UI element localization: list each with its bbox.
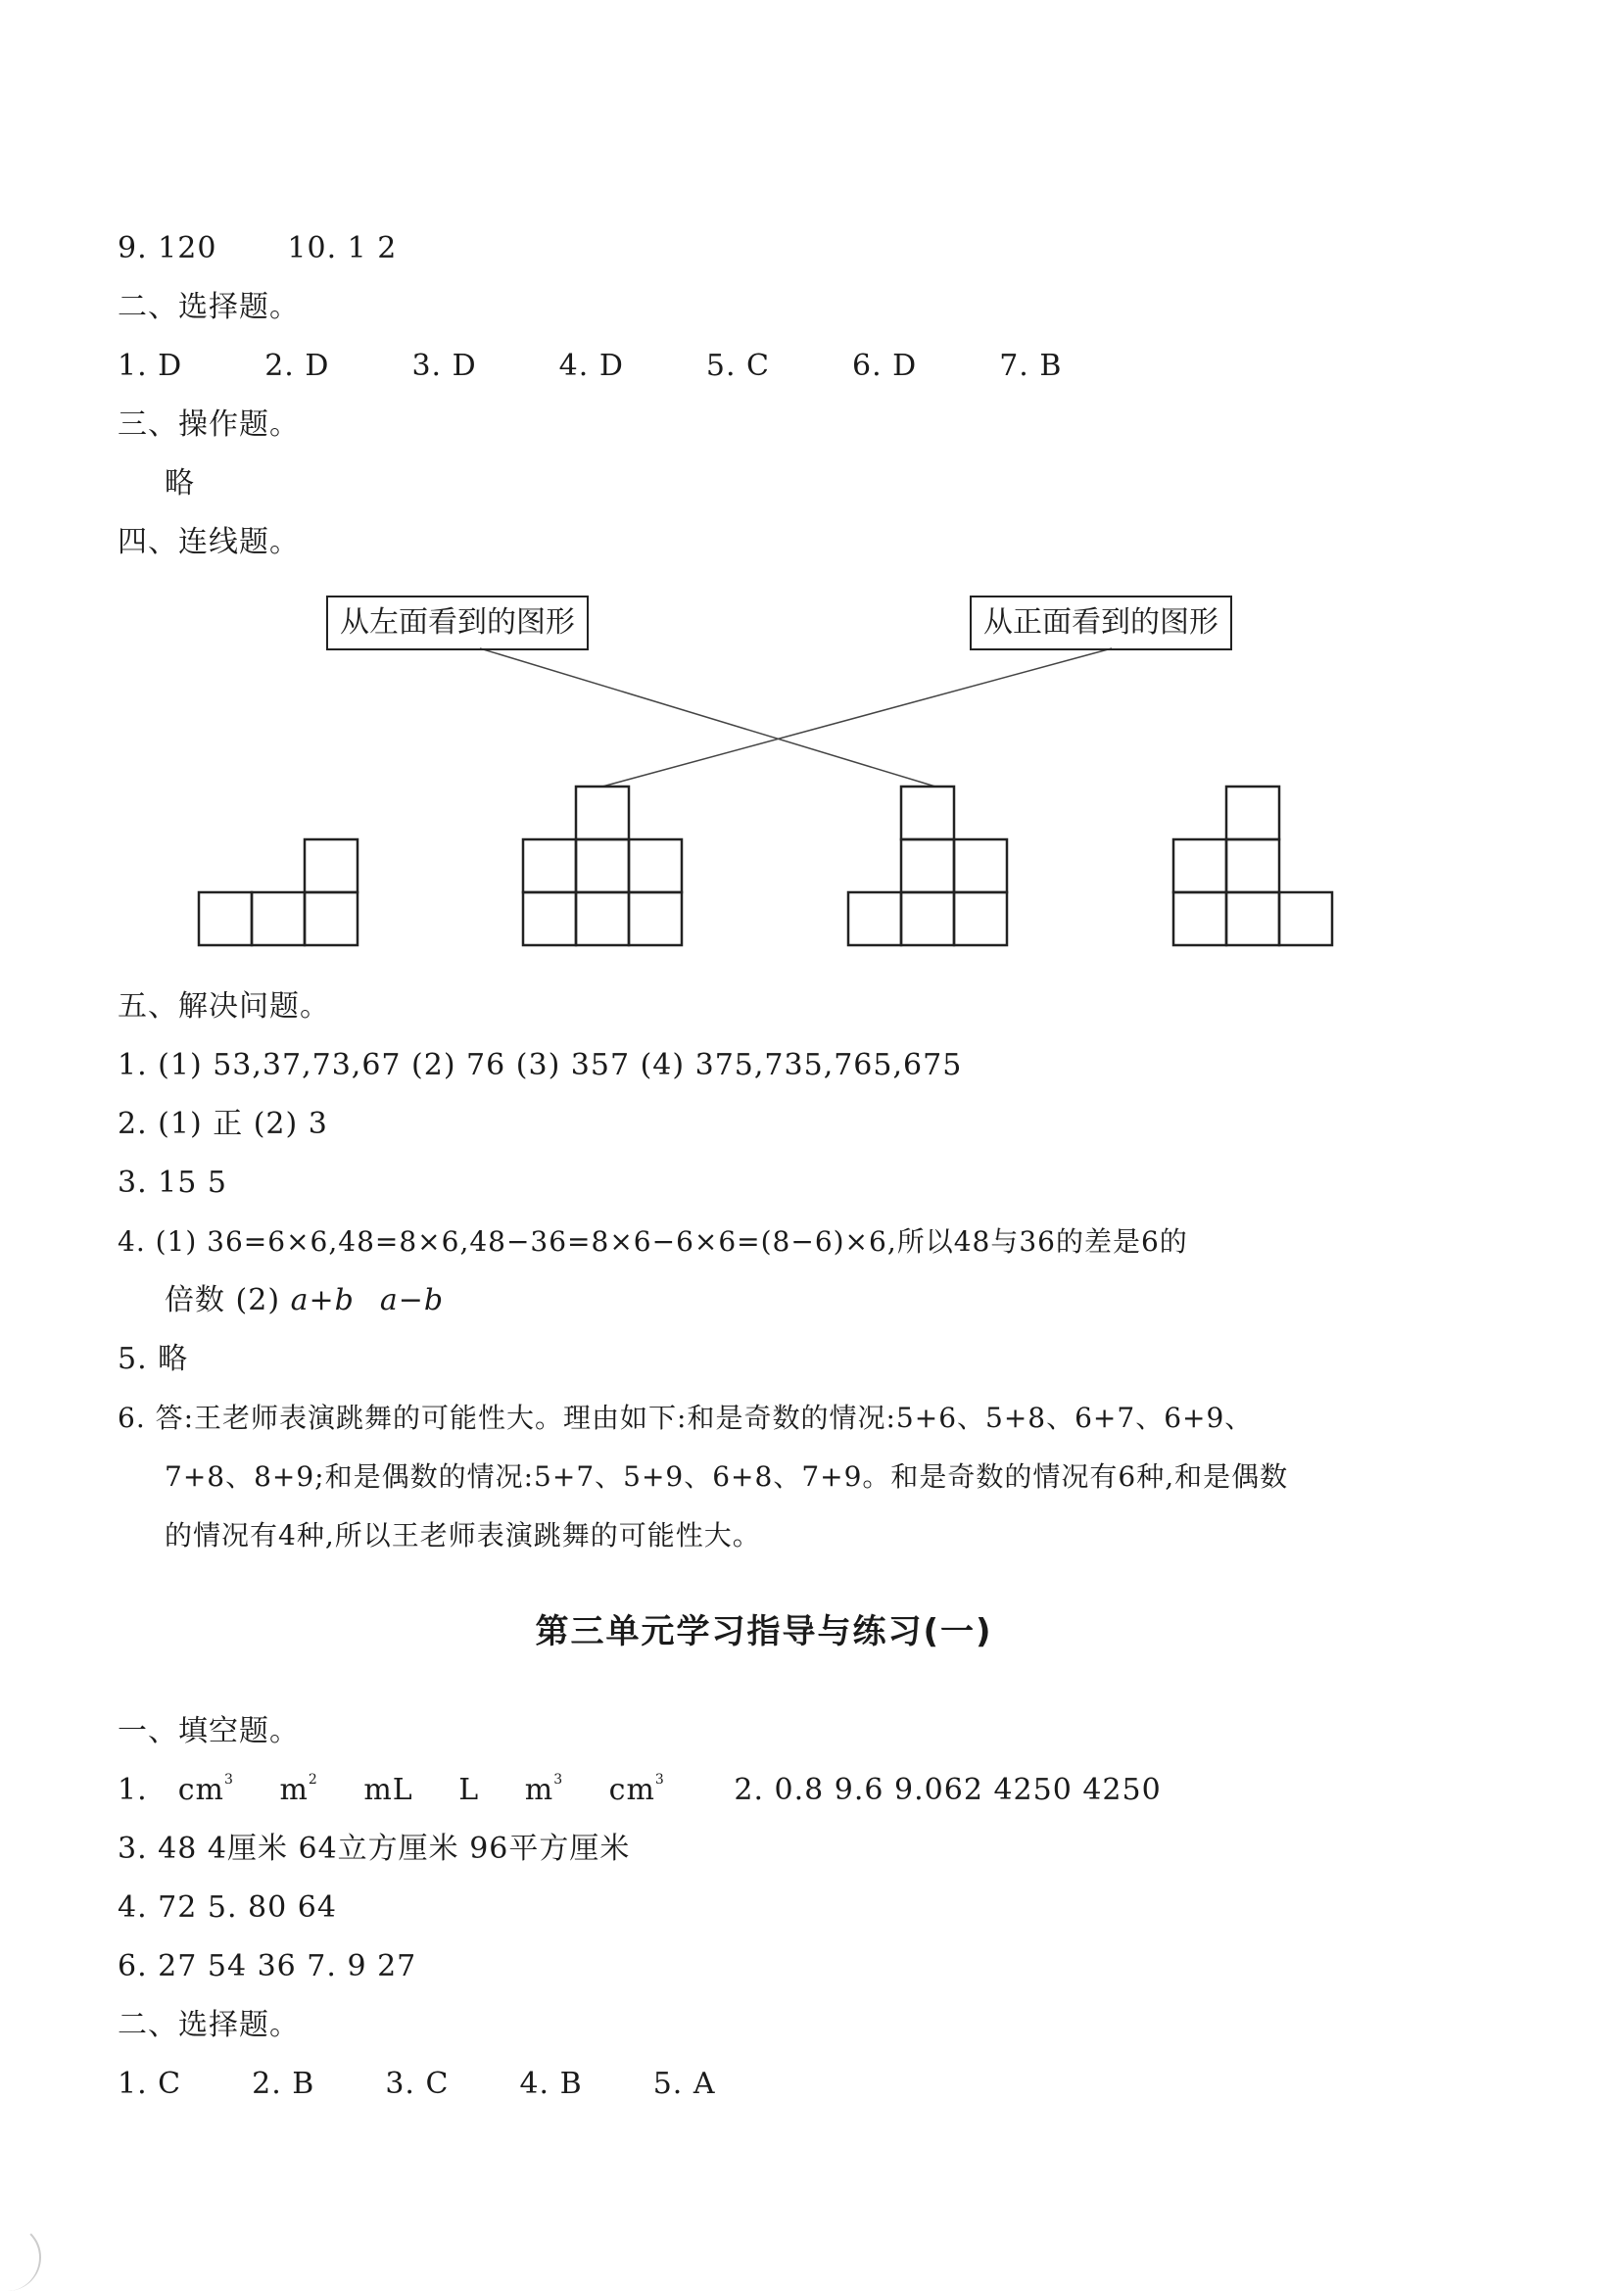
problem-4-answer-line2 bbox=[165, 1281, 444, 1320]
problem-6-answer-line3: 的情况有4种,所以王老师表演跳舞的可能性大。 bbox=[165, 1519, 761, 1551]
section-heading-choice: 二、选择题。 bbox=[118, 290, 300, 324]
connecting-line-right bbox=[602, 648, 1112, 787]
shape-a bbox=[199, 839, 358, 945]
unit3-q3-answer: 3. 48 4厘米 64立方厘米 96平方厘米 bbox=[118, 1832, 631, 1866]
problem-1-answer: 1. (1) 53,37,73,67 (2) 76 (3) 357 (4) 375,735,765,675 bbox=[118, 1048, 963, 1082]
problem-4-part2-prefix: 倍数 (2) bbox=[165, 1283, 291, 1317]
choice-answer: 4. B bbox=[519, 2067, 583, 2101]
shape-d bbox=[1173, 787, 1332, 945]
problem-6-answer-line1: 6. 答:王老师表演跳舞的可能性大。理由如下:和是奇数的情况:5+6、5+8、6+7、6+9、 bbox=[118, 1402, 1254, 1434]
choice-answer: 5. A bbox=[652, 2067, 716, 2101]
unit-m2: $m^2$ bbox=[279, 1772, 318, 1807]
choice-answer: 3. C bbox=[385, 2067, 450, 2101]
answer-9: 9. 120 bbox=[118, 231, 217, 265]
choice-answer: 4. D bbox=[558, 349, 624, 383]
unit-l: L bbox=[458, 1773, 480, 1807]
unit3-q1-prefix: 1. bbox=[118, 1773, 148, 1807]
answer-10: 10. 1 2 bbox=[287, 231, 398, 265]
unit3-q6-q7-answer: 6. 27 54 36 7. 9 27 bbox=[118, 1949, 417, 1983]
problem-6-answer-line2: 7+8、8+9;和是偶数的情况:5+7、5+9、6+8、7+9。和是奇数的情况有6种,和是偶数 bbox=[165, 1460, 1289, 1493]
label-front-view: 从正面看到的图形 bbox=[970, 596, 1232, 650]
section-heading-problems: 五、解决问题。 bbox=[118, 989, 330, 1024]
unit3-q4-q5-answer: 4. 72 5. 80 64 bbox=[118, 1890, 337, 1925]
unit-cm3-2: $cm^3$ bbox=[608, 1772, 665, 1807]
choice-answer: 3. D bbox=[411, 349, 477, 383]
problem-4-answer-line1: 4. (1) 36=6×6,48=8×6,48−36=8×6−6×6=(8−6)×6,所以48与36的差是6的 bbox=[118, 1225, 1188, 1258]
section-heading-matching: 四、连线题。 bbox=[118, 525, 300, 559]
choice-answer: 7. B bbox=[999, 349, 1063, 383]
unit3-section-heading-choice: 二、选择题。 bbox=[118, 2008, 300, 2042]
choice-answer: 1. C bbox=[118, 2067, 182, 2101]
choice-answer: 6. D bbox=[852, 349, 918, 383]
problem-2-answer: 2. (1) 正 (2) 3 bbox=[118, 1107, 328, 1141]
unit3-choice-answers-row bbox=[118, 2065, 716, 2104]
choice-answer: 2. B bbox=[252, 2067, 315, 2101]
choice-answer: 1. D bbox=[118, 349, 183, 383]
problem-5-answer: 5. 略 bbox=[118, 1342, 189, 1376]
expression-difference: a−b bbox=[379, 1283, 445, 1317]
expression-sum: a+b bbox=[290, 1283, 355, 1317]
connecting-line-left bbox=[480, 648, 935, 787]
shape-c bbox=[848, 787, 1007, 945]
problem-3-answer: 3. 15 5 bbox=[118, 1166, 227, 1200]
unit-cm3: $cm^3$ bbox=[177, 1772, 234, 1807]
section-heading-operation: 三、操作题。 bbox=[118, 407, 300, 442]
unit-ml: mL bbox=[363, 1773, 413, 1807]
shape-b bbox=[523, 787, 682, 945]
unit3-section-heading-fill: 一、填空题。 bbox=[118, 1714, 300, 1748]
unit-3-title: 第三单元学习指导与练习(一) bbox=[535, 1612, 993, 1651]
unit3-fill-answers-1-2 bbox=[118, 1771, 1162, 1810]
unit3-q2-answer: 2. 0.8 9.6 9.062 4250 4250 bbox=[734, 1773, 1162, 1807]
operation-answer: 略 bbox=[165, 466, 195, 501]
choice-answer: 5. C bbox=[705, 349, 770, 383]
unit-m3: $m^3$ bbox=[524, 1772, 564, 1807]
label-left-view: 从左面看到的图形 bbox=[326, 596, 589, 650]
choice-answer: 2. D bbox=[264, 349, 330, 383]
